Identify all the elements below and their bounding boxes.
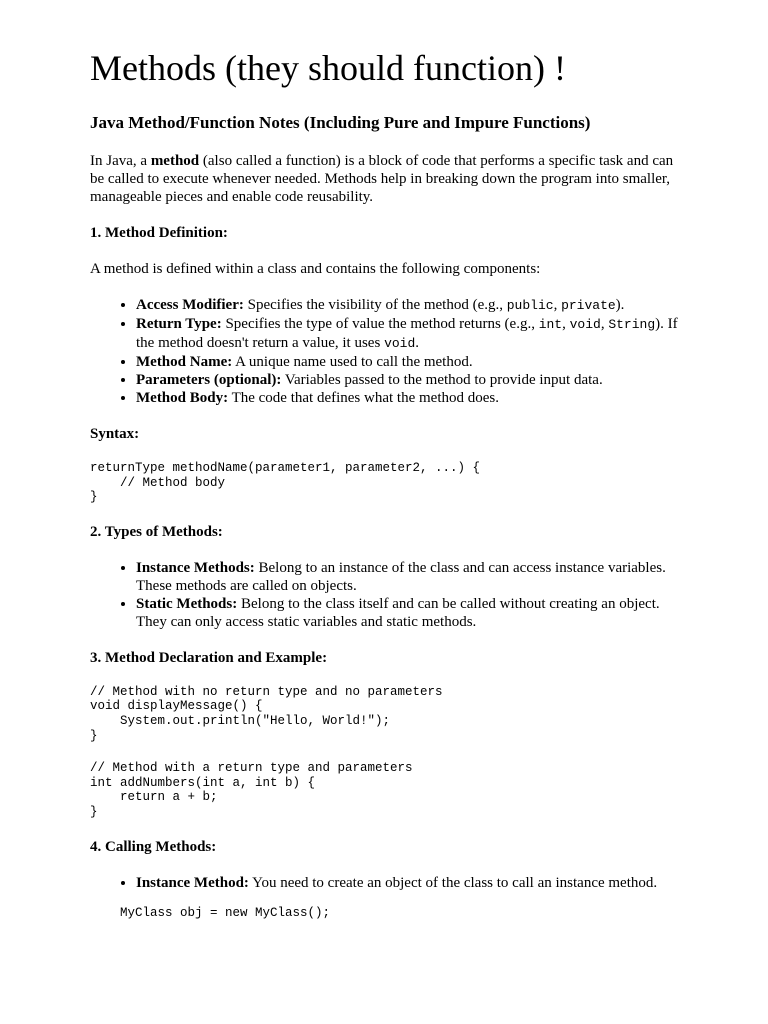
section1-heading: 1. Method Definition:	[90, 225, 228, 241]
list-item	[136, 389, 680, 407]
example-code-block-1: // Method with no return type and no parameters void displayMessage() { System.out.println("Hello, World!"); }	[90, 684, 443, 743]
list-item-text: ). If the method doesn't return a value, it uses	[136, 316, 678, 351]
components-list	[90, 296, 680, 407]
list-item-text: Variables passed to the method to provide input data.	[281, 372, 603, 388]
list-item-term: Access Modifier:	[136, 297, 244, 313]
list-item-term: Parameters (optional):	[136, 372, 282, 388]
list-item-term: Return Type:	[136, 316, 222, 332]
page-title: Methods (they should function) !	[90, 48, 566, 88]
syntax-heading: Syntax:	[90, 426, 140, 442]
list-item-term: Instance Method:	[136, 874, 249, 891]
inline-code: void	[569, 317, 601, 332]
calling-methods-list	[90, 874, 680, 921]
page-subtitle: Java Method/Function Notes (Including Pure and Impure Functions)	[90, 113, 591, 132]
inline-code: int	[538, 317, 563, 332]
list-item	[136, 353, 680, 371]
list-item	[136, 595, 680, 631]
method-types-list	[90, 559, 680, 631]
intro-before: In Java, a	[90, 153, 151, 169]
inline-code: private	[561, 298, 616, 313]
list-item	[136, 371, 680, 389]
list-item-term: Method Name:	[136, 354, 233, 370]
list-item-text: ,	[600, 316, 609, 332]
instance-call-code: MyClass obj = new MyClass();	[120, 905, 331, 920]
list-item-text: A unique name used to call the method.	[232, 354, 473, 370]
intro-after: (also called a function) is a block of code that performs a specific task and can be called to execute whenever needed. Methods help in breaking down the program into smaller, manageable pieces and enable code reusability.	[90, 153, 674, 205]
list-item-text: Belong to an instance of the class and can access instance variables. These methods are called on objects.	[136, 559, 666, 594]
list-item-term: Instance Methods:	[136, 559, 255, 576]
section3-heading: 3. Method Declaration and Example:	[90, 649, 328, 666]
section2-heading: 2. Types of Methods:	[90, 523, 223, 540]
list-item-text: .	[415, 335, 420, 351]
list-item	[136, 296, 680, 315]
section1-text: A method is defined within a class and contains the following components:	[90, 261, 541, 277]
list-item-text: The code that defines what the method does.	[228, 390, 499, 406]
list-item-term: Static Methods:	[136, 595, 238, 612]
list-item	[136, 559, 680, 595]
list-item	[136, 315, 680, 353]
syntax-code-block: returnType methodName(parameter1, parameter2, ...) { // Method body }	[90, 461, 481, 505]
list-item-term: Method Body:	[136, 390, 229, 406]
inline-code: void	[384, 336, 416, 351]
list-item-text: Specifies the type of value the method returns (e.g.,	[221, 316, 539, 332]
list-item-text: Belong to the class itself and can be called without creating an object. They can only access static variables and static methods.	[136, 595, 660, 630]
list-item-text: ,	[562, 316, 570, 332]
list-item	[120, 874, 680, 921]
example-code-block-2: // Method with a return type and parameters int addNumbers(int a, int b) { return a + b; }	[90, 761, 413, 819]
intro-paragraph	[90, 152, 680, 206]
list-item-text: ,	[553, 297, 562, 313]
intro-bold: method	[150, 153, 200, 169]
list-item-text: ).	[615, 297, 625, 313]
inline-code: public	[506, 298, 554, 313]
section4-heading: 4. Calling Methods:	[90, 838, 217, 855]
list-item-text: Specifies the visibility of the method (e.g.,	[243, 297, 507, 313]
list-item-text: You need to create an object of the class to call an instance method.	[248, 874, 658, 891]
inline-code: String	[608, 317, 656, 332]
